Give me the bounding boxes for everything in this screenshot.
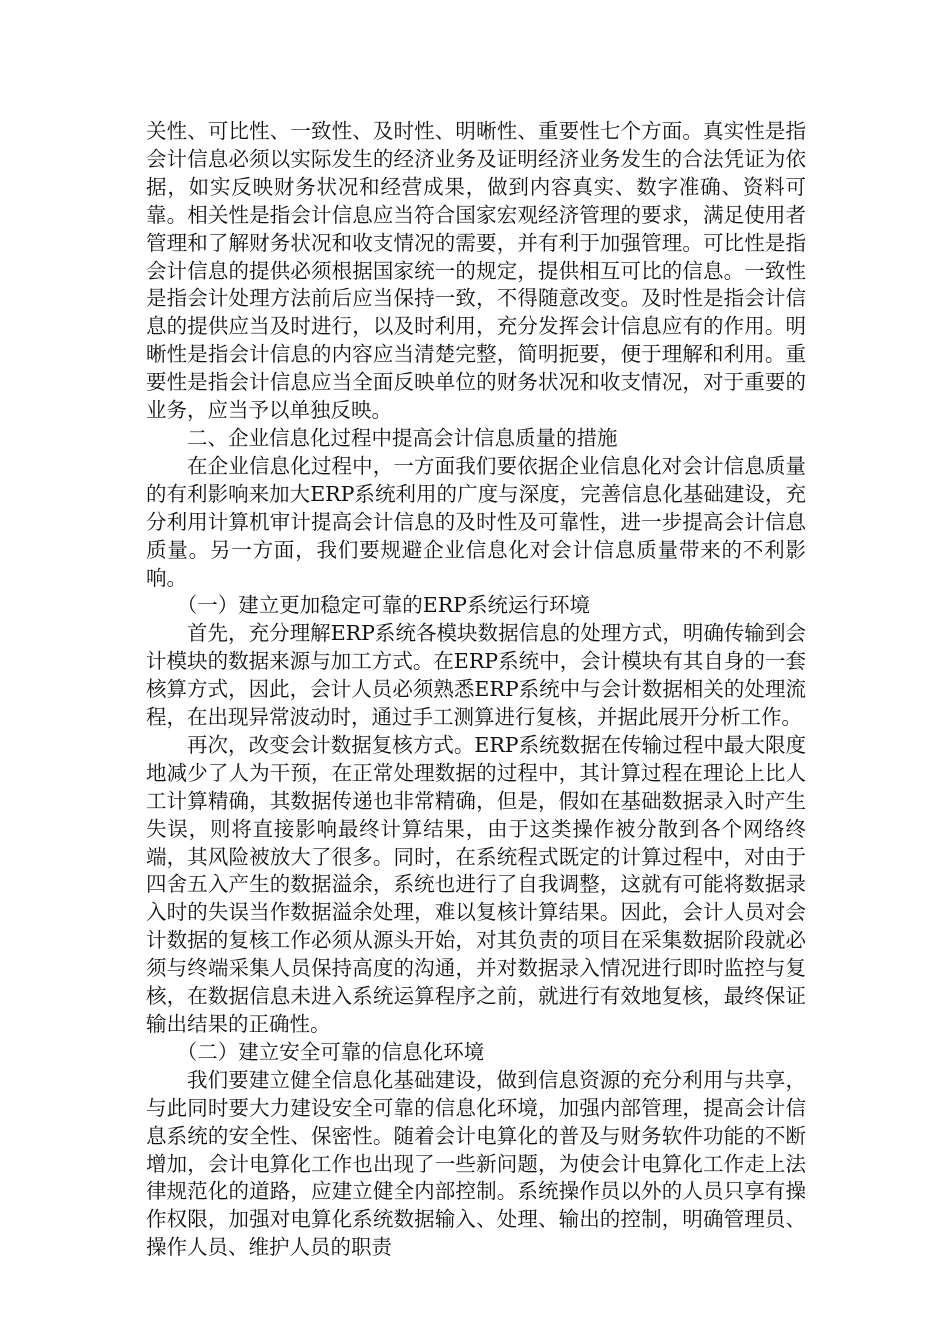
paragraph-erp-first: 首先，充分理解ERP系统各模块数据信息的处理方式，明确传输到会计模块的数据来源与加工方式。在ERP系统中，会计模块有其自身的一套核算方式，因此，会计人员必须熟悉ERP系统中与会计数据相关的处理流程，在出现异常波动时，通过手工测算进行复核，并据此展开分析工作。 <box>146 621 806 730</box>
subheading-secure-environment: （二）建立安全可靠的信息化环境 <box>176 1039 485 1064</box>
paragraph-erp-review: 再次，改变会计数据复核方式。ERP系统数据在传输过程中最大限度地减少了人为干预，在正常处理数据的过程中，其计算过程在理论上比人工计算精确，其数据传递也非常精确，但是，假如在基础数据录入时产生失误，则将直接影响最终计算结果，由于这类操作被分散到各个网络终端，其风险被放大了很多。同时，在系统程式既定的计算过程中，对由于四舍五入产生的数据溢余，系统也进行了自我调整，这就有可能将数据录入时的失误当作数据溢余处理，难以复核计算结果。因此，会计人员对会计数据的复核工作必须从源头开始，对其负责的项目在采集数据阶段就必须与终端采集人员保持高度的沟通，并对数据录入情况进行即时监控与复核，在数据信息未进入系统运算程序之前，就进行有效地复核，最终保证输出结果的正确性。 <box>146 732 806 1036</box>
document-page <box>146 118 806 1262</box>
subheading-erp-environment: （一）建立更加稳定可靠的ERP系统运行环境 <box>176 593 590 618</box>
paragraph-informatization-intro: 在企业信息化过程中，一方面我们要依据企业信息化对会计信息质量的有利影响来加大ERP系统利用的广度与深度，完善信息化基础建设，充分利用计算机审计提高会计信息的及时性及可靠性，进一步提高会计信息质量。另一方面，我们要规避企业信息化对会计信息质量带来的不利影响。 <box>146 453 806 590</box>
paragraph-secure-environment: 我们要建立健全信息化基础建设，做到信息资源的充分利用与共享，与此同时要大力建设安全可靠的信息化环境，加强内部管理，提高会计信息系统的安全性、保密性。随着会计电算化的普及与财务软件功能的不断增加，会计电算化工作也出现了一些新问题，为使会计电算化工作走上法律规范化的道路，应建立健全内部控制。系统操作员以外的人员只享有操作权限，加强对电算化系统数据输入、处理、输出的控制，明确管理员、操作人员、维护人员的职责 <box>146 1067 806 1260</box>
paragraph-quality-characteristics: 关性、可比性、一致性、及时性、明晰性、重要性七个方面。真实性是指会计信息必须以实际发生的经济业务及证明经济业务发生的合法凭证为依据，如实反映财务状况和经营成果，做到内容真实、数字准确、资料可靠。相关性是指会计信息应当符合国家宏观经济管理的要求，满足使用者管理和了解财务状况和收支情况的需要，并有利于加强管理。可比性是指会计信息的提供必须根据国家统一的规定，提供相互可比的信息。一致性是指会计处理方法前后应当保持一致，不得随意改变。及时性是指会计信息的提供应当及时进行，以及时利用，充分发挥会计信息应有的作用。明晰性是指会计信息的内容应当清楚完整，简明扼要，便于理解和利用。重要性是指会计信息应当全面反映单位的财务状况和收支情况，对于重要的业务，应当予以单独反映。 <box>146 119 806 423</box>
section-heading-measures: 二、企业信息化过程中提高会计信息质量的措施 <box>187 425 618 450</box>
